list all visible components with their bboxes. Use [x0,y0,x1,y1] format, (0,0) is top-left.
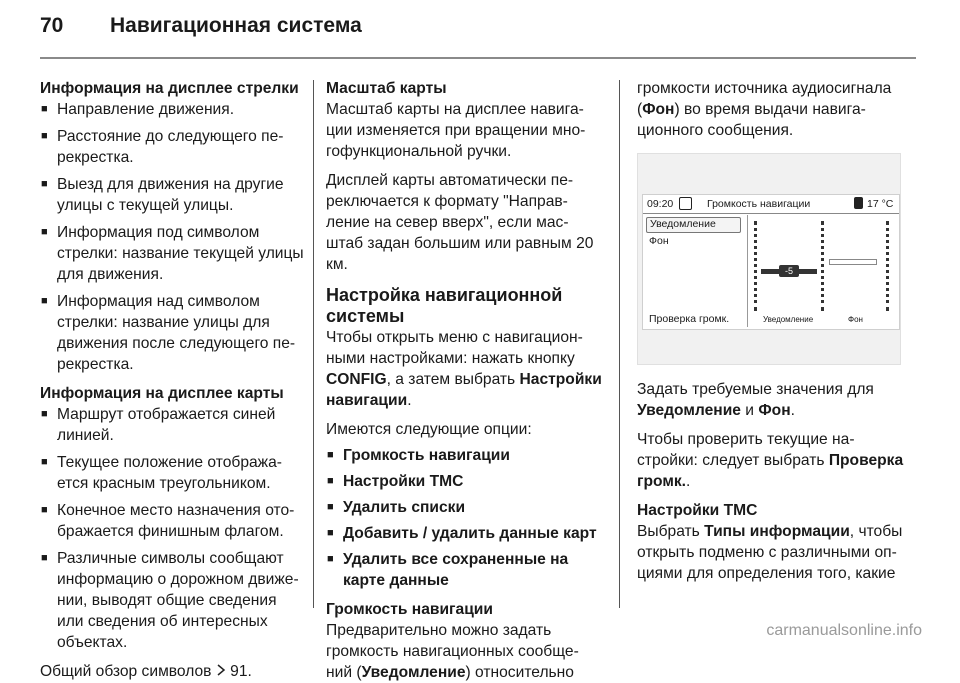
volume-screen-figure [637,153,901,365]
check-volume-label: Проверка громк. [637,452,904,490]
paragraph-text: Выбрать [637,523,705,540]
paragraph-text: Задать требуемые значения для [637,381,874,398]
screen-divider [747,215,748,327]
paragraph-text: ) во время выдачи навига-ционного сообщения. [637,101,866,139]
screen-title-bar [643,195,899,214]
watermark: carmanualsonline.info [766,622,922,639]
paragraph-text: и [740,402,759,419]
display-screen [642,194,900,330]
background-label: Фон [642,101,675,118]
overview-page[interactable]: 91. [230,663,252,680]
face-icon [679,197,692,210]
notification-volume-value: -5 [779,265,799,277]
paragraph-dot: . [686,473,691,490]
paragraph-text: Чтобы проверить текущие на-стройки: следует выбрать [637,431,855,469]
heading-map-info: Информация на дисплее карты [40,385,284,402]
list-item: ■ Различные символы сообщают информацию о дорожном движе-нии, выводят общие сведения или сведения об интересных объектах. [40,548,306,653]
nav-settings-label: Настройки навигации [326,371,602,409]
menu-text: , а затем выбрать [386,371,516,388]
heading-nav-volume: Громкость навигации [326,601,493,618]
paragraph-text: громкости источника аудиосигнала ( [637,80,892,118]
menu-item-check-volume[interactable]: Проверка громк. [649,313,730,325]
tmc-paragraph [637,521,909,584]
config-label: CONFIG [326,371,387,388]
heading-map-scale: Масштаб карты [326,80,447,97]
menu-item-notification[interactable]: Уведомление [646,217,741,233]
background-volume-bar [829,259,877,265]
volume-text: Предварительно можно задать громкость навигационных сообще-ний ( [326,622,579,681]
overview-text: Общий обзор символов [40,663,212,680]
thermometer-icon [854,197,863,209]
column-2 [326,78,602,683]
menu-item-background[interactable]: Фон [649,235,669,247]
list-item: ■ Расстояние до следующего пе-рекрестка. [40,126,306,168]
list-item: ■ Удалить списки [326,497,602,518]
screen-time: 09:20 [647,198,674,210]
scale-paragraph: Масштаб карты на дисплее навига-ции изменяется при вращении мно-гофункциональной ручки. [326,101,586,160]
list-item: ■ Информация под символом стрелки: название текущей улицы для движения. [40,222,306,285]
slider-label-background: Фон [848,315,863,324]
options-list [326,445,602,591]
paragraph-text: , чтобы открыть подменю с различными оп-циями для определения того, какие [637,523,903,582]
check-paragraph [637,429,909,492]
overview-paragraph [40,661,306,682]
header-rule [40,57,916,59]
list-item: ■ Конечное место назначения ото-бражается финишным флагом. [40,500,306,542]
notification-label: Уведомление [361,664,466,681]
paragraph-dot: . [790,402,795,419]
arrow-info-list [40,99,306,375]
options-intro: Имеются следующие опции: [326,421,532,438]
screen-title: Громкость навигации [707,198,811,210]
page-ref-arrow-icon [216,661,226,682]
column-divider [313,80,314,608]
list-item: ■ Настройки TMC [326,471,602,492]
menu-dot: . [407,392,412,409]
column-1 [40,78,306,682]
list-item: ■ Удалить все сохраненные на карте данные [326,549,602,591]
menu-paragraph [326,327,602,411]
auto-paragraph: Дисплей карты автоматически пе-реключается к формату "Направ-ление на север вверх", если мас-штаб задан большим или равным 20 км. [326,172,594,273]
set-values-paragraph [637,379,909,421]
list-item: ■ Выезд для движения на другие улицы с текущей улицы. [40,174,306,216]
source-volume-paragraph [637,78,909,141]
page-number: 70 [40,14,64,37]
list-item: ■ Громкость навигации [326,445,602,466]
list-item: ■ Текущее положение отобража-ется красным треугольником. [40,452,306,494]
screen-temperature: 17 °C [867,198,894,210]
list-item: ■ Направление движения. [40,99,306,120]
scale-dots [886,221,892,311]
scale-dots [754,221,760,311]
column-divider [619,80,620,608]
heading-nav-setup: Настройка навигационной системы [326,285,563,326]
notification-label: Уведомление [637,402,741,419]
map-info-list [40,404,306,653]
column-3 [637,78,909,584]
scale-dots [821,221,827,311]
menu-text: Чтобы открыть меню с навигацион-ными настройками: нажать кнопку [326,329,583,367]
page-title: Навигационная система [110,14,362,37]
screen-menu [646,217,741,325]
list-item: ■ Добавить / удалить данные карт [326,523,602,544]
info-types-label: Типы информации [704,523,850,540]
list-item: ■ Информация над символом стрелки: название улицы для движения после следующего пе-рекрестка. [40,291,306,375]
heading-tmc: Настройки TMC [637,502,758,519]
background-label: Фон [758,402,791,419]
heading-arrow-info: Информация на дисплее стрелки [40,80,299,97]
volume-text: ) относительно [465,664,574,681]
list-item: ■ Маршрут отображается синей линией. [40,404,306,446]
volume-paragraph [326,620,602,683]
slider-label-notification: Уведомление [763,315,814,324]
page-header [40,14,362,38]
